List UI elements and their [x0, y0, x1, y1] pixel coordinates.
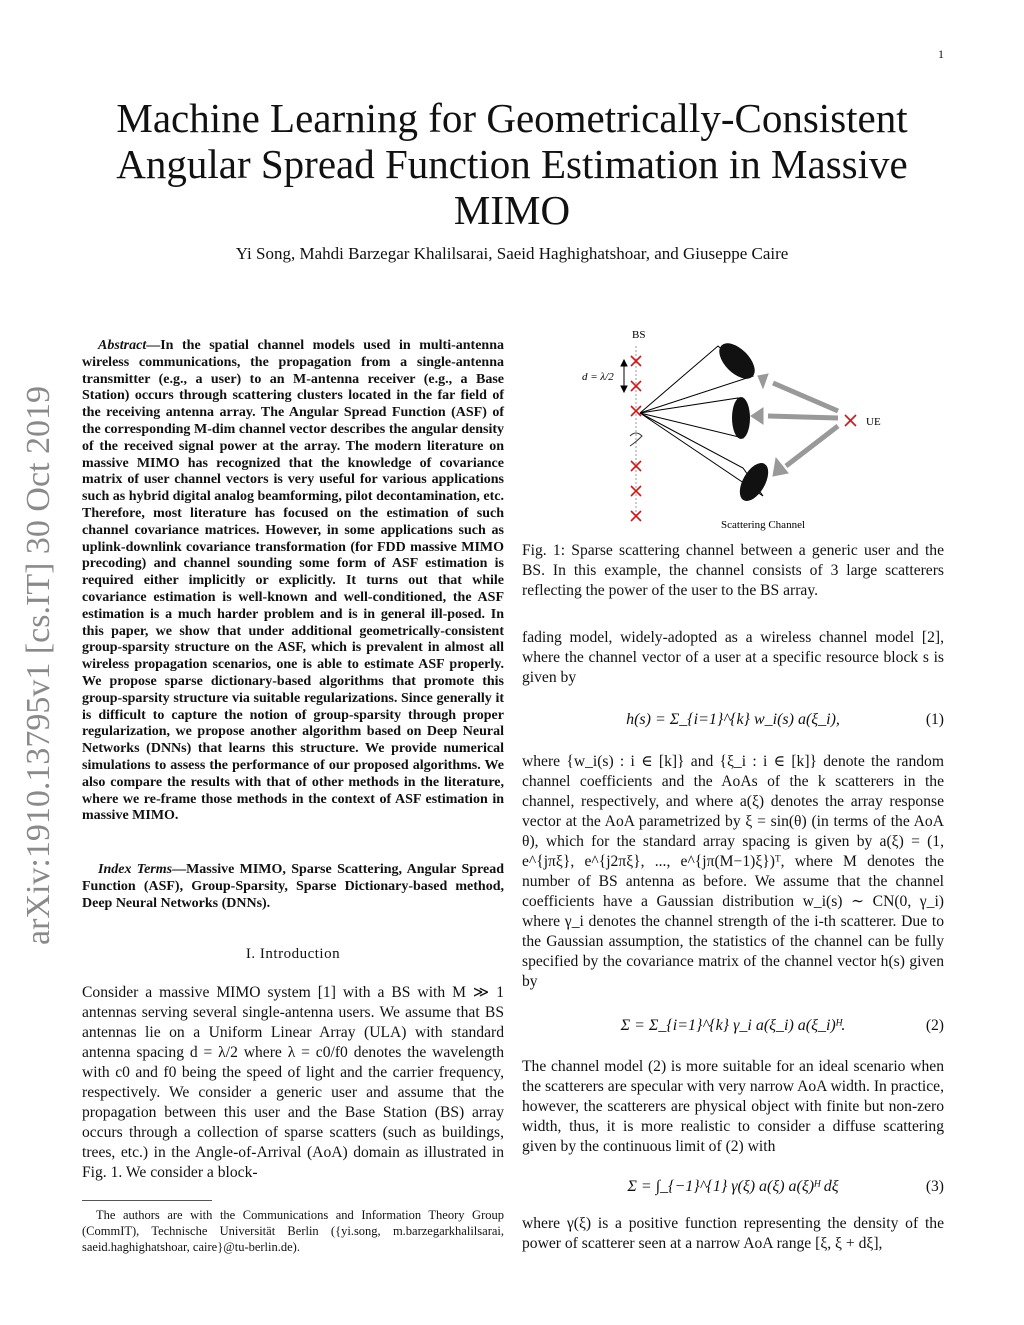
equation-2-body: Σ = Σ_{i=1}^{k} γ_i a(ξ_i) a(ξ_i)ᴴ. [620, 1017, 846, 1034]
signal-arrows [751, 374, 838, 476]
equation-1-number: (1) [925, 711, 944, 728]
equation-3-body: Σ = ∫_{−1}^{1} γ(ξ) a(ξ) a(ξ)ᴴ dξ [627, 1178, 839, 1195]
title-line-2: Angular Spread Function Estimation in Massive [116, 141, 908, 187]
arxiv-id: arXiv:1910.13795v1 [cs.IT] 30 Oct 2019 [20, 385, 57, 945]
paragraph-4: where γ(ξ) is a positive function representing the density of the power of scatterer seen at a narrow AoA range [ξ, ξ + dξ], [522, 1215, 944, 1252]
paper-title [0, 95, 1024, 233]
abstract [82, 338, 504, 825]
abstract-text: —In the spatial channel models used in multi-antenna wireless communications, the propagation from a single-antenna transmitter (e.g., a user) to an M-antenna receiver (e.g., a Base Station) occurs through scattering clusters located in the far field of the receiving antenna array. The Angular Spread Function (ASF) of the corresponding M-dim channel vector describes the angular density of the received signal power at the array. The modern literature on massive MIMO has recognized that the knowledge of covariance matrix of user channel vectors is very useful for various applications such as hybrid digital analog beamforming, pilot decontamination, etc. Therefore, most literature has focused on the estimation of such channel covariance matrices. However, in some applications such as uplink-downlink covariance transformation (for FDD massive MIMO precoding) and channel sounding some form of ASF estimation is required either implicitly or explicitly. It turns out that while covariance estimation is well-known and well-conditioned, the ASF estimation is a much harder problem and is in general ill-posed. In this paper, we show that under additional geometrically-consistent group-sparsity structure on the ASF, which is prevalent in almost all wireless propagation scenarios, one is able to estimate ASF properly. We propose sparse dictionary-based algorithms that promote this group-sparsity structure via suitable regularizations. Since generally it is difficult to capture the notion of group-sparsity through proper regularization, we propose another algorithm based on Deep Neural Networks (DNNs) that learns this structure. We provide numerical simulations to assess the performance of our proposed algorithms. We also compare the results with that of other methods in the literature, where we re-frame those methods in the context of ASF estimation in massive MIMO. [82, 338, 504, 824]
abstract-label: Abstract [98, 338, 147, 353]
author-list: Yi Song, Mahdi Barzegar Khalilsarai, Saeid Haghighatshoar, and Giuseppe Caire [235, 244, 789, 263]
equation-3 [522, 1177, 944, 1199]
equation-3-number: (3) [925, 1178, 944, 1195]
paragraph-3: The channel model (2) is more suitable for an ideal scenario when the scatterers are specular with very narrow AoA width. In practice, however, the scatterers are physical object with finite but non-zero width, thus, it is more realistic to consider a diffuse scattering given by the continuous limit of (2) with [522, 1058, 944, 1155]
equation-2 [522, 1016, 944, 1038]
page-number: 1 [938, 47, 944, 61]
index-terms-text: —Massive MIMO, Sparse Scattering, Angular Spread Function (ASF), Group-Sparsity, Sparse Dictionary-based method, Deep Neural Networks (DNNs). [82, 862, 504, 911]
index-terms-label: Index Terms [98, 862, 173, 877]
paragraph-2: where {w_i(s) : i ∈ [k]} and {ξ_i : i ∈ [k]} denote the random channel coefficients and the AoAs of the k scatterers in the channel, respectively, and where a(ξ) denotes the array response vector at the AoA parametrized by ξ = sin(θ) (in terms of the AoA θ), which for the standard array spacing is given by a(ξ) = (1, e^{jπξ}, e^{j2πξ}, ..., e^{jπ(M−1)ξ})ᵀ, where M denotes the number of BS antenna as before. We assume that the channel coefficients have a Gaussian distribution w_i(s) ∼ CN(0, γ_i) where γ_i denotes the channel strength of the i-th scatterer. Due to the Gaussian assumption, the statistics of the channel can be fully specified by the covariance matrix of the channel vector h(s) given by [522, 753, 944, 990]
footnote-rule [82, 1200, 212, 1201]
figure-1 [568, 328, 918, 533]
title-line-1: Machine Learning for Geometrically-Consistent [116, 95, 908, 141]
ue-marker [845, 415, 856, 426]
ue-label: UE [866, 416, 881, 428]
section-heading: I. Introduction [245, 946, 341, 962]
scatterer-mid [732, 397, 750, 439]
equation-2-number: (2) [925, 1017, 944, 1034]
intro-paragraph: Consider a massive MIMO system [1] with a BS with M ≫ 1 antennas serving several single-antenna users. We assume that BS antennas lie on a Uniform Linear Array (ULA) with standard antenna spacing d = λ/2 where λ = c0/f0 denotes the wavelength with c0 and f0 being the speed of light and the carrier frequency, respectively. We consider a generic user and assume that the propagation between this user and the Base Station (BS) array occurs through a collection of sparse scatters (such as buildings, trees, etc.) in the Angle-of-Arrival (AoA) domain as illustrated in Fig. 1. We consider a block- [82, 984, 504, 1181]
paragraph-1: fading model, widely-adopted as a wireless channel model [2], where the channel vector of a user at a specific resource block s is given by [522, 629, 944, 686]
index-terms [82, 862, 504, 912]
antenna-1 [631, 356, 641, 366]
spacing-arrow [621, 360, 627, 392]
equation-1-body: h(s) = Σ_{i=1}^{k} w_i(s) a(ξ_i), [626, 711, 840, 728]
equation-1 [522, 710, 944, 732]
antenna-6 [631, 511, 641, 521]
d-label: d = λ/2 [582, 371, 614, 383]
bs-label: BS [632, 329, 646, 341]
figure-caption: Fig. 1: Sparse scattering channel between a generic user and the BS. In this example, the channel consists of 3 large scatterers reflecting the power of the user to the BS array. [522, 542, 944, 599]
scatter-label: Scattering Channel [721, 519, 806, 531]
arxiv-stamp [17, 360, 57, 950]
scatterer-bot [734, 458, 774, 505]
title-line-3: MIMO [453, 187, 571, 233]
footnote: The authors are with the Communications and Information Theory Group (CommIT), Technische Universität Berlin ({yi.song, m.barzegarkhalilsarai, saeid.haghighatshoar, caire}@tu-berlin.de). [82, 1208, 504, 1254]
